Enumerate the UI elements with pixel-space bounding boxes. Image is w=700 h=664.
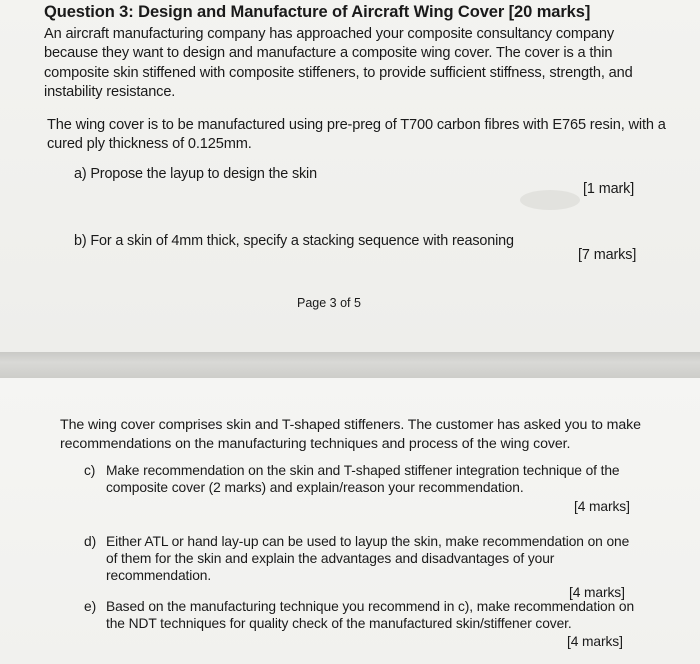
part-e-label: e) <box>84 599 97 614</box>
part-b-marks: [7 marks] <box>578 247 637 263</box>
part-b <box>74 232 514 250</box>
question-heading: Question 3: Design and Manufacture of Aircraft Wing Cover [20 marks] <box>44 3 591 21</box>
part-d <box>84 533 640 584</box>
question-intro: An aircraft manufacturing company has approached your composite consultancy company because they want to design and manufacture a composite wing cover. The cover is a thin composite skin stiffened with composite stiffeners, to provide sufficient stiffness, strength, and instability resistance. <box>44 26 633 101</box>
part-d-marks: [4 marks] <box>569 585 625 600</box>
page4-intro: The wing cover comprises skin and T-shaped stiffeners. The customer has asked you to make recommendations on the manufacturing techniques and process of the wing cover. <box>60 417 641 452</box>
part-a-label: a) <box>74 166 87 182</box>
part-c-marks: [4 marks] <box>574 499 630 514</box>
part-d-text: Either ATL or hand lay-up can be used to layup the skin, make recommendation on one of them for the skin and explain the advantages and disadvantages of your recommendation. <box>106 534 630 583</box>
page-divider <box>0 352 700 378</box>
part-c <box>84 462 640 496</box>
part-d-label: d) <box>84 534 97 549</box>
part-a-marks: [1 mark] <box>583 181 635 197</box>
materials-statement: The wing cover is to be manufactured using pre-preg of T700 carbon fibres with E765 resin, with a cured ply thickness of 0.125mm. <box>47 117 666 153</box>
page-4 <box>0 378 700 664</box>
part-a <box>74 165 317 183</box>
page-number: Page 3 of 5 <box>297 296 361 310</box>
part-a-text: Propose the layup to design the skin <box>90 166 317 182</box>
part-e <box>84 598 640 632</box>
part-b-label: b) <box>74 233 87 249</box>
paper-smudge <box>520 190 580 210</box>
part-e-text: Based on the manufacturing technique you recommend in c), make recommendation on the NDT techniques for quality check of the manufactured skin/stiffener cover. <box>106 599 635 631</box>
part-c-label: c) <box>84 463 96 478</box>
part-b-text: For a skin of 4mm thick, specify a stacking sequence with reasoning <box>90 233 514 249</box>
part-e-marks: [4 marks] <box>567 634 623 649</box>
part-c-text: Make recommendation on the skin and T-shaped stiffener integration technique of the composite cover (2 marks) and explain/reason your recommendation. <box>106 463 620 495</box>
